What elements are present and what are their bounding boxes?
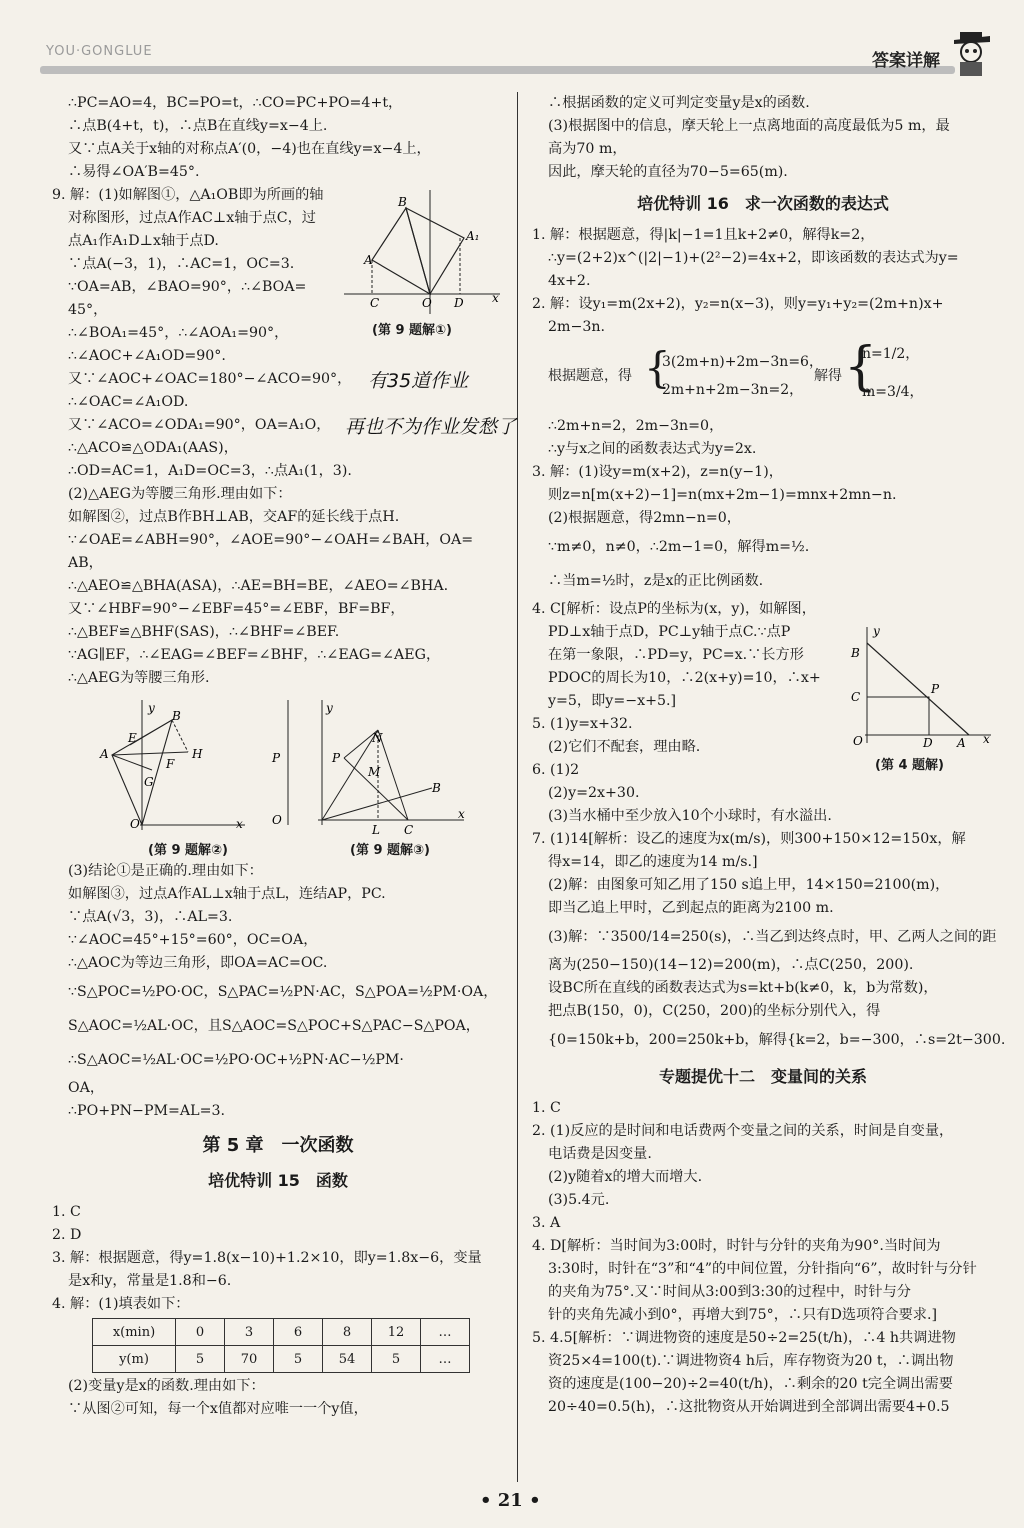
svg-text:P: P <box>931 682 940 696</box>
text-line: ∴∠BOA₁=45°，∴∠AOA₁=90°， <box>68 325 289 341</box>
text-line: 把点B(150，0)，C(250，200)的坐标分别代入，得 <box>548 1003 881 1019</box>
svg-text:A: A <box>364 253 373 267</box>
svg-text:y: y <box>148 701 155 715</box>
mascot-icon <box>950 26 994 76</box>
text-line: 4. 解：(1)填表如下： <box>52 1296 190 1312</box>
text-line: 4. C[解析：设点P的坐标为(x，y)，如解图， <box>532 601 816 617</box>
svg-text:x: x <box>492 291 499 305</box>
text-line: 45°， <box>68 302 108 318</box>
table-cell: … <box>421 1346 470 1373</box>
text-line: (3)当水桶中至少放入10个小球时，有水溢出. <box>548 808 832 824</box>
text-line: 1. C <box>52 1204 81 1220</box>
text-line: 1. C <box>532 1100 561 1116</box>
text-line: ∴∠OAC=∠A₁OD. <box>68 394 189 410</box>
svg-text:P: P <box>272 751 281 765</box>
text-line: 在第一象限，∴PD=y，PC=x.∵长方形 <box>548 647 804 663</box>
system-label: 根据题意，得 <box>548 368 632 384</box>
text-line: (3)5.4元. <box>548 1192 610 1208</box>
header-title: 答案详解 <box>872 51 940 71</box>
table-cell: 3 <box>225 1319 274 1346</box>
text-line: 4. D[解析：当时间为3:00时，时针与分针的夹角为90°.当时间为 <box>532 1238 941 1254</box>
svg-text:y: y <box>326 701 333 715</box>
svg-text:O: O <box>422 296 432 310</box>
table-cell: y(m) <box>93 1346 176 1373</box>
svg-text:M: M <box>368 765 381 779</box>
text-line: ∵m≠0，n≠0，∴2m−1=0，解得m=½. <box>548 539 810 555</box>
table-cell: 6 <box>274 1319 323 1346</box>
handwritten-note: 再也不为作业发愁了 <box>345 416 517 438</box>
handwritten-note: 有35道作业 <box>368 370 469 392</box>
section-title: 专题提优十二 变量间的关系 <box>658 1067 867 1086</box>
text-line: 又∵∠AOC+∠OAC=180°−∠ACO=90°， <box>68 371 352 387</box>
chapter-title: 第 5 章 一次函数 <box>202 1135 354 1156</box>
text-line: ∵OA=AB，∠BAO=90°，∴∠BOA= <box>68 279 307 295</box>
text-line: 又∵∠ACO=∠ODA₁=90°，OA=A₁O， <box>68 417 331 433</box>
text-line: 1. 解：根据题意，得|k|−1=1且k+2≠0，解得k=2， <box>532 227 875 243</box>
text-line: (2)根据题意，得2mn−n=0， <box>548 510 741 526</box>
text-line: ∵∠AOC=45°+15°=60°，OC=OA， <box>68 932 318 948</box>
text-line: (2)变量y是x的函数.理由如下： <box>68 1378 265 1394</box>
page-header <box>0 0 1024 80</box>
svg-text:C: C <box>851 690 861 704</box>
table-cell: 70 <box>225 1346 274 1373</box>
svg-text:O: O <box>853 734 863 748</box>
svg-text:P: P <box>332 751 341 765</box>
value-table <box>92 1318 470 1373</box>
brace-icon: { <box>844 337 878 397</box>
text-line: ∴PC=AO=4，BC=PO=t，∴CO=PC+PO=4+t， <box>68 95 403 111</box>
table-cell: x(min) <box>93 1319 176 1346</box>
text-line: (2)y随着x的增大而增大. <box>548 1169 703 1185</box>
svg-text:N: N <box>372 731 383 745</box>
coordinate-diagram <box>845 625 995 750</box>
svg-text:B: B <box>851 646 860 660</box>
geometry-diagram-3 <box>268 700 468 835</box>
figure-4 <box>845 625 995 773</box>
text-line: 因此，摩天轮的直径为70−5=65(m). <box>548 164 788 180</box>
text-line: ∴易得∠OA′B=45°. <box>68 164 200 180</box>
system-label: 解得 <box>814 368 842 384</box>
svg-text:O: O <box>130 817 140 831</box>
text-line: {0=150k+b，200=250k+b，解得{k=2，b=−300，∴s=2t−300. <box>548 1032 1006 1048</box>
svg-text:x: x <box>983 732 990 746</box>
text-line: PD⊥x轴于点D，PC⊥y轴于点C.∵点P <box>548 624 791 640</box>
svg-text:H: H <box>192 747 203 761</box>
text-line: 2. 解：设y₁=m(2x+2)，y₂=n(x−3)，则y=y₁+y₂=(2m+n)x+ <box>532 296 944 312</box>
text-line: ∴OD=AC=1，A₁D=OC=3，∴点A₁(1，3). <box>68 463 352 479</box>
text-line: 设BC所在直线的函数表达式为s=kt+b(k≠0，k，b为常数)， <box>548 980 938 996</box>
table-cell: 8 <box>323 1319 372 1346</box>
text-line: (2)解：由图象可知乙用了150 s追上甲，14×150=2100(m)， <box>548 877 950 893</box>
table-cell: 5 <box>372 1346 421 1373</box>
table-row <box>93 1319 470 1346</box>
section-title: 培优特训 15 函数 <box>208 1171 348 1190</box>
svg-text:y: y <box>873 625 880 638</box>
text-line: 高为70 m， <box>548 141 627 157</box>
column-divider <box>517 92 518 1482</box>
text-line: 离为(250−150)(14−12)=200(m)，∴点C(250，200). <box>548 957 914 973</box>
text-line: ∴2m+n=2，2m−3n=0， <box>548 418 724 434</box>
svg-text:x: x <box>236 817 243 831</box>
svg-text:A: A <box>100 747 109 761</box>
text-line: OA， <box>68 1080 105 1096</box>
equation: 3(2m+n)+2m−3n=6， <box>662 354 823 370</box>
equation-system <box>532 339 994 415</box>
svg-text:A: A <box>957 736 966 750</box>
svg-text:D: D <box>454 296 464 310</box>
text-line: 电话费是因变量. <box>548 1146 652 1162</box>
svg-text:L: L <box>372 823 380 835</box>
text-line: 5. (1)y=x+32. <box>532 716 633 732</box>
text-line: 4x+2. <box>548 273 591 289</box>
text-line: ∵∠OAE=∠ABH=90°，∠AOE=90°−∠OAH=∠BAH，OA= <box>68 532 474 548</box>
table-cell: 12 <box>372 1319 421 1346</box>
text-line: 3. A <box>532 1215 561 1231</box>
text-line: 点A₁作A₁D⊥x轴于点D. <box>68 233 219 249</box>
formula-line: ∵S△POC=½PO·OC，S△PAC=½PN·AC，S△POA=½PM·OA， <box>68 984 498 1000</box>
geometry-diagram-2 <box>90 700 250 835</box>
text-line: ∴PO+PN−PM=AL=3. <box>68 1103 225 1119</box>
svg-text:B: B <box>432 781 441 795</box>
text-line: 资的速度是(100−20)÷2=40(t/h)，∴剩余的20 t完全调出需要 <box>548 1376 953 1392</box>
text-line: ∵点A(√3，3)，∴AL=3. <box>68 909 233 925</box>
text-line: (3)解：∵3500/14=250(s)，∴当乙到达终点时，甲、乙两人之间的距 <box>548 929 997 945</box>
svg-text:D: D <box>923 736 933 750</box>
text-line: ∴∠AOC+∠A₁OD=90°. <box>68 348 226 364</box>
text-line: ∴y与x之间的函数表达式为y=2x. <box>548 441 757 457</box>
text-line: ∵AG∥EF，∴∠EAG=∠BEF=∠BHF，∴∠EAG=∠AEG， <box>68 647 441 663</box>
text-line: 20÷40=0.5(h)，∴这批物资从开始调进到全部调出需要4+0.5 <box>548 1399 950 1415</box>
text-line: ∵点A(−3，1)，∴AC=1，OC=3. <box>68 256 295 272</box>
text-line: 3. 解：根据题意，得y=1.8(x−10)+1.2×10，即y=1.8x−6，变量 <box>52 1250 482 1266</box>
figure-caption: (第 9 题解③) <box>350 843 430 858</box>
text-line: 6. (1)2 <box>532 762 580 778</box>
svg-text:A₁: A₁ <box>466 229 480 243</box>
svg-text:C: C <box>404 823 414 835</box>
text-line: 则z=n[m(x+2)−1]=n(mx+2m−1)=mnx+2mn−n. <box>548 487 897 503</box>
text-line: 3:30时，时针在“3”和“4”的中间位置，分针指向“6”，故时针与分针 <box>548 1261 977 1277</box>
text-line: ∴△AEO≌△BHA(ASA)，∴AE=BH=BE，∠AEO=∠BHA. <box>68 578 449 594</box>
text-line: 7. (1)14[解析：设乙的速度为x(m/s)，则300+150×12=150x，解 <box>532 831 966 847</box>
equation: 2m+n+2m−3n=2， <box>662 382 804 398</box>
text-line: (2)y=2x+30. <box>548 785 640 801</box>
text-line: 如解图②，过点B作BH⊥AB，交AF的延长线于点H. <box>68 509 400 525</box>
geometry-diagram-1 <box>342 190 507 315</box>
text-line: 是x和y，常量是1.8和−6. <box>68 1273 232 1289</box>
text-line: 针的夹角先减小到0°，再增大到75°，∴只有D选项符合要求.] <box>548 1307 938 1323</box>
text-line: (3)结论①是正确的.理由如下： <box>68 863 263 879</box>
page-number: • 21 • <box>480 1490 541 1511</box>
text-line: 2. D <box>52 1227 82 1243</box>
figure-caption: (第 9 题解①) <box>372 323 452 338</box>
equation: n=1/2， <box>862 346 920 362</box>
text-line: 又∵点A关于x轴的对称点A′(0，−4)也在直线y=x−4上， <box>68 141 431 157</box>
text-line: ∴△ACO≌△ODA₁(AAS)， <box>68 440 238 456</box>
figure-9-1 <box>342 190 507 338</box>
text-line: (2)△AEG为等腰三角形.理由如下： <box>68 486 292 502</box>
text-line: ∴△AOC为等边三角形，即OA=AC=OC. <box>68 955 328 971</box>
table-cell: 54 <box>323 1346 372 1373</box>
text-line: ∴点B(4+t，t)，∴点B在直线y=x−4上. <box>68 118 328 134</box>
figure-9-2 <box>90 700 250 858</box>
table-cell: 5 <box>274 1346 323 1373</box>
table-cell: 5 <box>176 1346 225 1373</box>
text-line: (3)根据图中的信息，摩天轮上一点离地面的高度最低为5 m，最 <box>548 118 950 134</box>
header-bar <box>40 66 955 74</box>
text-line: 5. 4.5[解析：∵调进物资的速度是50÷2=25(t/h)，∴4 h共调进物 <box>532 1330 956 1346</box>
table-cell: 0 <box>176 1319 225 1346</box>
svg-text:F: F <box>166 757 175 771</box>
brace-icon: { <box>644 343 671 392</box>
svg-text:x: x <box>458 807 465 821</box>
equation: m=3/4， <box>862 384 924 400</box>
text-line: y=5，即y=−x+5.] <box>548 693 677 709</box>
text-line: ∵从图②可知，每一个x值都对应唯一一个y值， <box>68 1401 368 1417</box>
text-line: ∴y=(2+2)x^(|2|−1)+(2²−2)=4x+2，即该函数的表达式为y= <box>548 250 959 266</box>
text-line: 9. 解：(1)如解图①，△A₁OB即为所画的轴 <box>52 187 324 203</box>
text-line: AB， <box>68 555 103 571</box>
svg-text:G: G <box>144 775 154 789</box>
text-line: 的夹角为75°.又∵时间从3:00到3:30的过程中，时针与分 <box>548 1284 911 1300</box>
table-cell: … <box>421 1319 470 1346</box>
svg-text:B: B <box>172 709 181 723</box>
text-line: 对称图形，过点A作AC⊥x轴于点C，过 <box>68 210 316 226</box>
svg-text:E: E <box>128 731 137 745</box>
text-line: 2. (1)反应的是时间和电话费两个变量之间的关系，时间是自变量， <box>532 1123 954 1139</box>
text-line: ∴△BEF≌△BHF(SAS)，∴∠BHF=∠BEF. <box>68 624 340 640</box>
brand-text: YOU·GONGLUE <box>46 44 153 59</box>
table-row <box>93 1346 470 1373</box>
svg-text:C: C <box>370 296 380 310</box>
svg-text:O: O <box>272 813 282 827</box>
text-line: 2m−3n. <box>548 319 606 335</box>
formula-line: ∴S△AOC=½AL·OC=½PO·OC+½PN·AC−½PM· <box>68 1052 404 1068</box>
section-title: 培优特训 16 求一次函数的表达式 <box>637 194 889 213</box>
text-line: 如解图③，过点A作AL⊥x轴于点L，连结AP，PC. <box>68 886 386 902</box>
figure-9-3 <box>268 700 468 858</box>
text-line: 3. 解：(1)设y=m(x+2)，z=n(y−1)， <box>532 464 783 480</box>
text-line: 资25×4=100(t).∵调进物资4 h后，库存物资为20 t，∴调出物 <box>548 1353 954 1369</box>
text-line: ∴根据函数的定义可判定变量y是x的函数. <box>548 95 810 111</box>
figure-caption: (第 9 题解②) <box>148 843 228 858</box>
text-line: 即当乙追上甲时，乙到起点的距离为2100 m. <box>548 900 834 916</box>
text-line: 得x=14，即乙的速度为14 m/s.] <box>548 854 758 870</box>
text-line: 又∵∠HBF=90°−∠EBF=45°=∠EBF，BF=BF， <box>68 601 405 617</box>
formula-line: S△AOC=½AL·OC，且S△AOC=S△POC+S△PAC−S△POA， <box>68 1018 480 1034</box>
text-line: (2)它们不配套，理由略. <box>548 739 701 755</box>
svg-text:B: B <box>398 195 407 209</box>
text-line: ∴当m=½时，z是x的正比例函数. <box>548 573 764 589</box>
text-line: PDOC的周长为10，∴2(x+y)=10，∴x+ <box>548 670 821 686</box>
figure-caption: (第 4 题解) <box>875 758 944 773</box>
text-line: ∴△AEG为等腰三角形. <box>68 670 210 686</box>
